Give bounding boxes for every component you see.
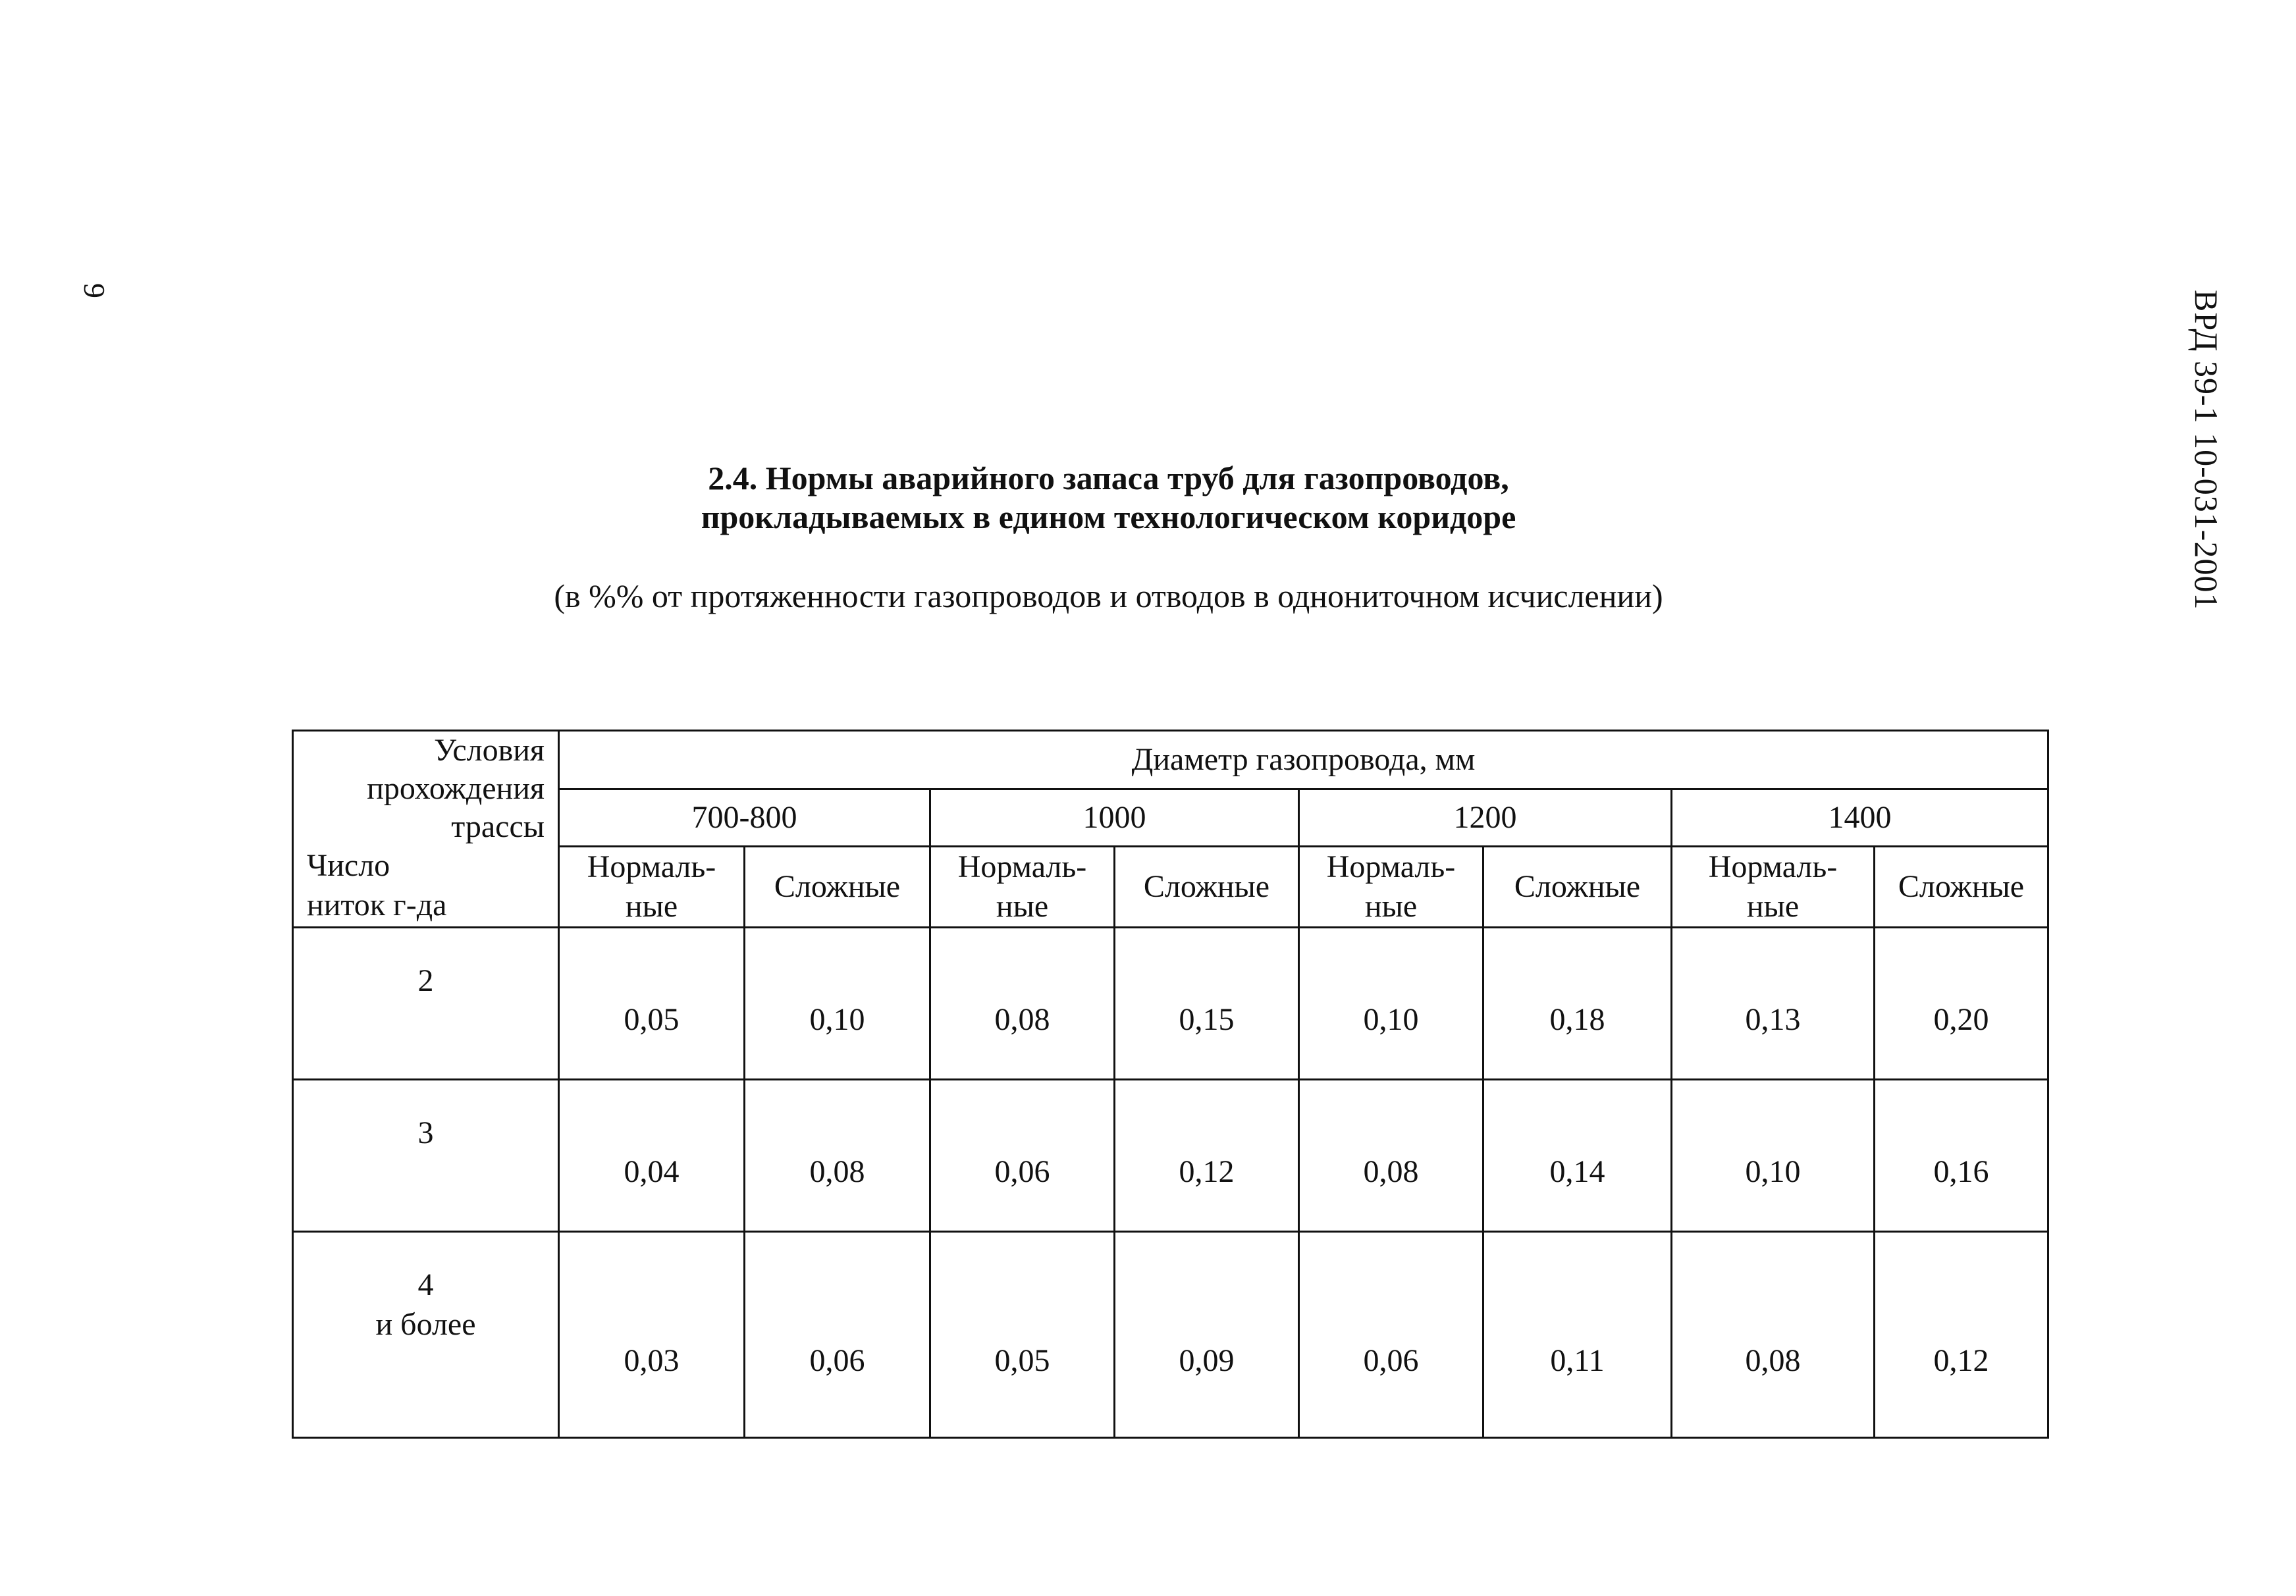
table-row (293, 927, 2048, 1079)
type-header: Нормаль- ные (1299, 846, 1483, 927)
value-cell: 0,08 (1299, 1079, 1483, 1231)
value-cell: 0,06 (930, 1079, 1115, 1231)
section-note: (в %% от протяженности газопроводов и отводов в однониточном исчислении) (554, 577, 1663, 614)
diameter-header-1200: 1200 (1299, 789, 1672, 846)
type-header: Сложные (1115, 846, 1299, 927)
type-header: Нормаль- ные (930, 846, 1115, 927)
corner-top-line-1: Условия (434, 733, 545, 768)
section-title-line-2: прокладываемых в едином технологическом коридоре (701, 498, 1516, 535)
value-cell: 0,05 (930, 1231, 1115, 1437)
value-cell: 0,13 (1672, 927, 1875, 1079)
type-header: Сложные (1875, 846, 2048, 927)
thread-count-cell: 3 (293, 1079, 559, 1231)
value-cell: 0,15 (1115, 927, 1299, 1079)
value-cell: 0,10 (1672, 1079, 1875, 1231)
corner-bottom-line-1: Число (307, 848, 390, 883)
corner-header-thread-count (293, 846, 559, 927)
diameter-header-1400: 1400 (1672, 789, 2048, 846)
type-header: Сложные (745, 846, 930, 927)
type-header: Нормаль- ные (1672, 846, 1875, 927)
value-cell: 0,14 (1483, 1079, 1672, 1231)
value-cell: 0,04 (559, 1079, 745, 1231)
value-cell: 0,06 (1299, 1231, 1483, 1437)
value-cell: 0,09 (1115, 1231, 1299, 1437)
type-header: Сложные (1483, 846, 1672, 927)
corner-bottom-line-2: ниток г-да (307, 888, 447, 922)
corner-top-line-3: трассы (451, 809, 545, 844)
value-cell: 0,08 (745, 1079, 930, 1231)
value-cell: 0,12 (1115, 1079, 1299, 1231)
thread-count-cell: 2 (293, 927, 559, 1079)
value-cell: 0,18 (1483, 927, 1672, 1079)
section-title-line-1: 2.4. Нормы аварийного запаса труб для газопроводов, (708, 460, 1509, 496)
table-row (293, 1231, 2048, 1437)
value-cell: 0,11 (1483, 1231, 1672, 1437)
diameter-header-700-800: 700-800 (559, 789, 930, 846)
document-code: ВРД 39-1 10-031-2001 (2188, 290, 2225, 610)
value-cell: 0,10 (745, 927, 930, 1079)
value-cell: 0,08 (930, 927, 1115, 1079)
diameter-group-header: Диаметр газопровода, мм (559, 731, 2048, 789)
corner-top-line-2: прохождения (367, 771, 545, 806)
corner-header-route-conditions (293, 731, 559, 847)
thread-count-cell: 4 и более (293, 1231, 559, 1437)
table-row (293, 1079, 2048, 1231)
value-cell: 0,20 (1875, 927, 2048, 1079)
value-cell: 0,06 (745, 1231, 930, 1437)
value-cell: 0,03 (559, 1231, 745, 1437)
page-number: 9 (78, 283, 111, 298)
value-cell: 0,08 (1672, 1231, 1875, 1437)
value-cell: 0,05 (559, 927, 745, 1079)
type-header: Нормаль- ные (559, 846, 745, 927)
value-cell: 0,10 (1299, 927, 1483, 1079)
value-cell: 0,12 (1875, 1231, 2048, 1437)
norms-table (292, 730, 2049, 1439)
value-cell: 0,16 (1875, 1079, 2048, 1231)
diameter-header-1000: 1000 (930, 789, 1299, 846)
